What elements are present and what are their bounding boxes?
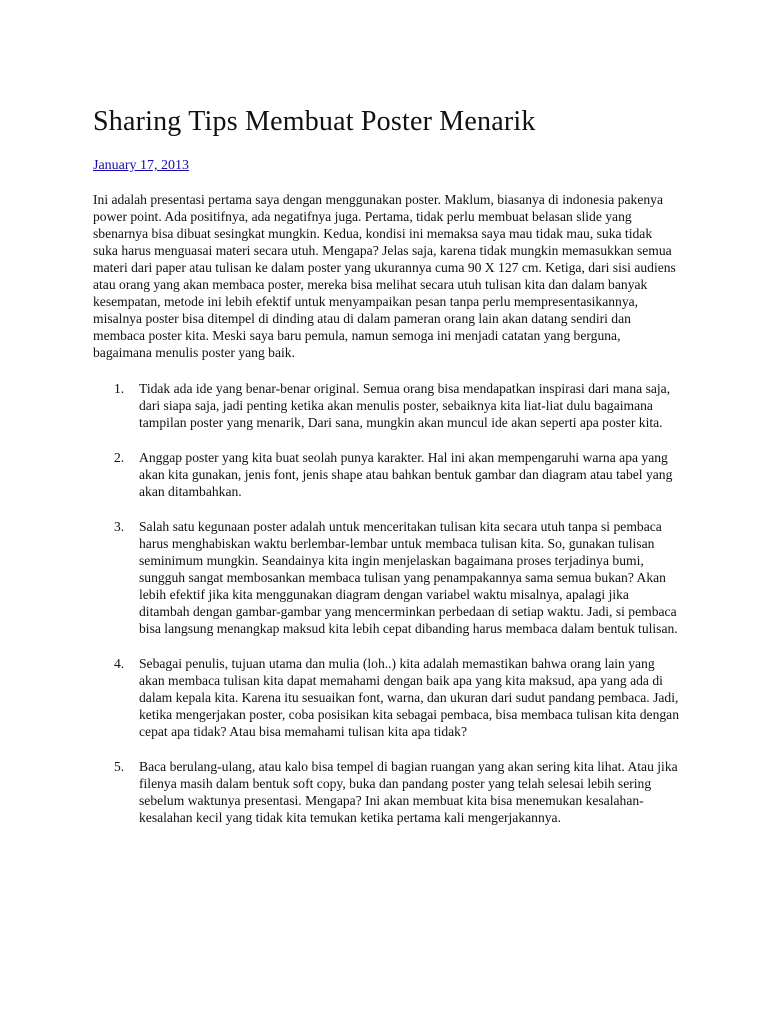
list-item	[93, 655, 679, 740]
list-item-text: Sebagai penulis, tujuan utama dan mulia (loh..) kita adalah memastikan bahwa orang lain yang akan membaca tulisan kita dapat memahami dengan baik apa yang kita maksud, apa yang ada di dalam kepala kita. Karena itu sesuaikan font, warna, dan ukuran dari sudut pandang pembaca. Jadi, ketika mengerjakan poster, coba posisikan kita sebagai pembaca, bisa membaca tulisan kita dengan cepat apa tidak? Atau bisa memahami tulisan kita apa tidak?	[139, 656, 679, 739]
list-item-text: Anggap poster yang kita buat seolah punya karakter. Hal ini akan mempengaruhi warna apa yang akan kita gunakan, jenis font, jenis shape atau bahkan bentuk gambar dan diagram atau tabel yang akan ditambahkan.	[139, 450, 673, 499]
intro-paragraph: Ini adalah presentasi pertama saya dengan menggunakan poster. Maklum, biasanya di indonesia pakenya power point. Ada positifnya, ada negatifnya juga. Pertama, tidak perlu membuat belasan slide yang sbenarnya bisa dibuat sesingkat mungkin. Kedua, kondisi ini memaksa saya mau tidak mau, suka tidak suka harus menguasai materi secara utuh. Mengapa? Jelas saja, karena tidak mungkin memasukkan semua materi dari paper atau tulisan ke dalam poster yang ukurannya cuma 90 X 127 cm. Ketiga, dari sisi audiens atau orang yang akan membaca poster, mereka bisa melihat secara utuh tulisan kita dan dalam banyak kesempatan, metode ini lebih efektif untuk menyampaikan pesan tanpa perlu mempresentasikannya, misalnya poster bisa ditempel di dinding atau di dalam pameran orang lain akan datang sendiri dan membaca poster kita. Meski saya baru pemula, namun semoga ini menjadi catatan yang berguna, bagaimana menulis poster yang baik.	[93, 192, 676, 360]
list-item	[93, 518, 679, 637]
list-item-number: 4.	[114, 656, 125, 671]
list-item-text: Tidak ada ide yang benar-benar original. Semua orang bisa mendapatkan inspirasi dari mana saja, dari siapa saja, jadi penting ketika akan menulis poster, sebaiknya kita liat-liat dulu bagaimana tampilan poster yang menarik, Dari sana, mungkin akan muncul ide akan seperti apa poster kita.	[139, 381, 671, 430]
list-item	[93, 449, 679, 500]
list-item-text: Salah satu kegunaan poster adalah untuk menceritakan tulisan kita secara utuh tanpa si pembaca harus menghabiskan waktu berlembar-lembar untuk membaca tulisan kita. So, gunakan tulisan seminimum mungkin. Seandainya kita ingin menjelaskan bagaimana proses terjadinya bumi, sungguh sangat membosankan membaca tulisan yang penampakannya sama semua bukan? Akan lebih efektif jika kita menggunakan diagram dengan variabel waktu misalnya, apalagi jika ditambah dengan gambar-gambar yang mencerminkan perbedaan di setiap waktu. Jadi, si pembaca bisa langsung menangkap maksud kita lebih cepat dibanding harus membaca dalam bentuk tulisan.	[139, 519, 678, 636]
list-item-text: Baca berulang-ulang, atau kalo bisa tempel di bagian ruangan yang akan sering kita lihat. Atau jika filenya masih dalam bentuk soft copy, buka dan pandang poster yang telah selesai lebih sering sebelum waktunya presentasi. Mengapa? Ini akan membuat kita bisa menemukan kesalahan-kesalahan kecil yang tidak kita temukan ketika pertama kali mengerjakannya.	[139, 759, 678, 825]
article	[93, 104, 679, 844]
list-item	[93, 380, 679, 431]
page-title: Sharing Tips Membuat Poster Menarik	[93, 106, 536, 137]
list-item-number: 2.	[114, 450, 125, 465]
tips-list	[93, 380, 679, 826]
list-item-number: 5.	[114, 759, 125, 774]
list-item-number: 3.	[114, 519, 125, 534]
post-date-link[interactable]: January 17, 2013	[93, 158, 190, 173]
list-item	[93, 758, 679, 826]
list-item-number: 1.	[114, 381, 125, 396]
